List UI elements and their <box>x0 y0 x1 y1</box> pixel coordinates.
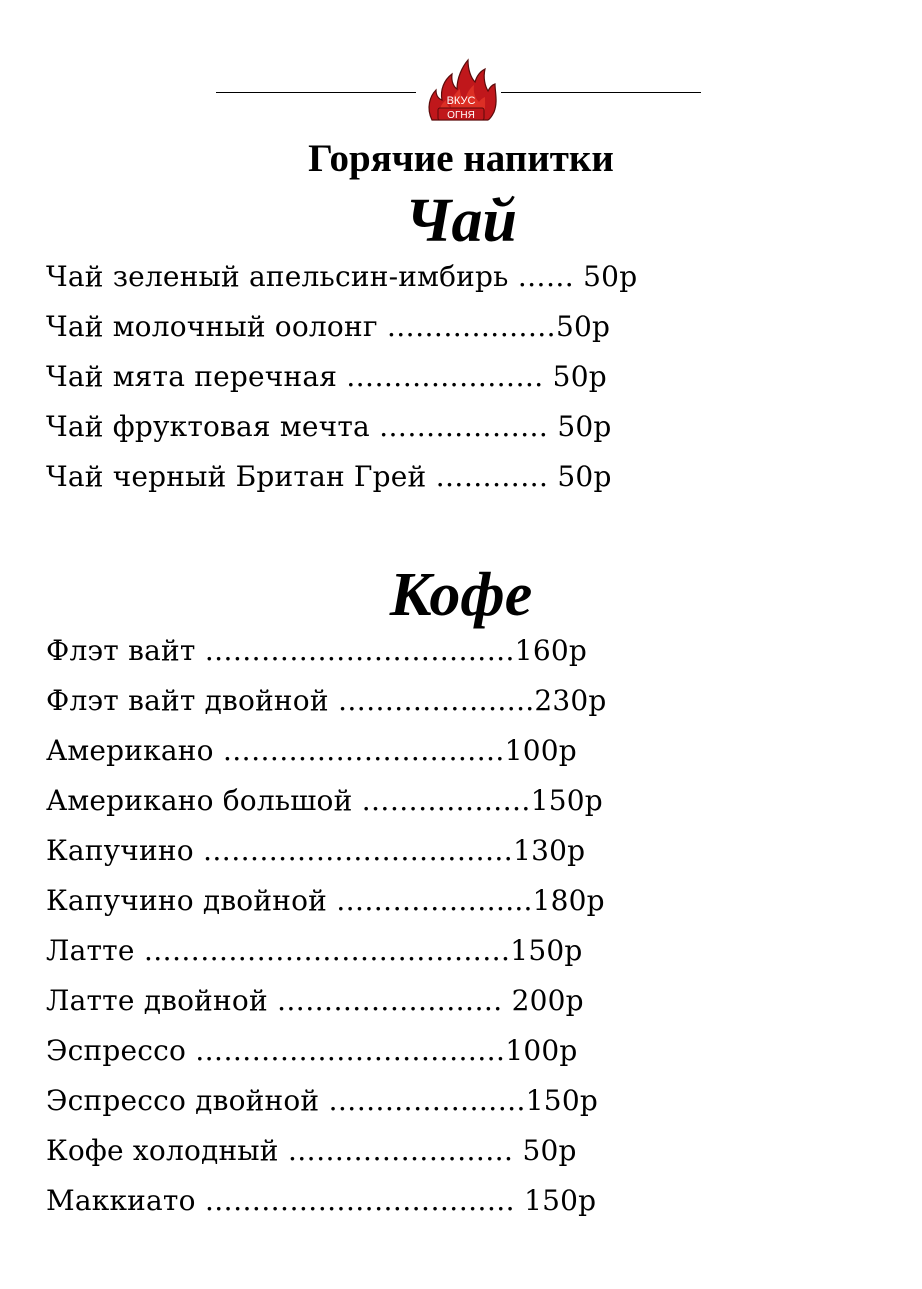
header-divider-left <box>216 92 416 93</box>
menu-item-coffee-2: Флэт вайт двойной …….…………..230р <box>46 684 607 717</box>
header-divider-right <box>501 92 701 93</box>
menu-item-coffee-1: Флэт вайт ……………………………160р <box>46 634 587 667</box>
menu-item-coffee-3: Американо …………………………100р <box>46 734 577 767</box>
menu-item-tea-3: Чай мята перечная ………………… 50р <box>46 360 607 393</box>
menu-item-tea-5: Чай черный Британ Грей ………… 50р <box>46 460 612 493</box>
menu-item-tea-2: Чай молочный оолонг ………………50р <box>46 310 611 343</box>
logo-text-line2: ОГНЯ <box>447 110 475 121</box>
logo-text-line1: ВКУС <box>446 95 476 107</box>
menu-item-coffee-11: Кофе холодный …………………… 50р <box>46 1134 577 1167</box>
menu-item-coffee-9: Эспрессо ……………………………100р <box>46 1034 578 1067</box>
menu-item-coffee-8: Латте двойной …………………… 200р <box>46 984 584 1017</box>
page-title: Горячие напитки <box>308 137 614 180</box>
tea-menu-list <box>46 252 637 502</box>
section-title-coffee: Кофе <box>389 561 533 629</box>
menu-item-tea-4: Чай фруктовая мечта ……………… 50р <box>46 410 612 443</box>
menu-item-coffee-5: Капучино ……………………………130р <box>46 834 586 867</box>
flame-logo-icon <box>424 58 498 126</box>
menu-item-coffee-10: Эспрессо двойной …………………150р <box>46 1084 598 1117</box>
menu-item-coffee-12: Маккиато …………………………… 150р <box>46 1184 597 1217</box>
menu-item-tea-1: Чай зеленый апельсин-имбирь …… 50р <box>46 260 638 293</box>
section-title-tea: Чай <box>405 187 517 255</box>
menu-item-coffee-6: Капучино двойной ………………...180р <box>46 884 605 917</box>
coffee-menu-list <box>46 626 607 1226</box>
menu-item-coffee-4: Американо большой ………………150р <box>46 784 603 817</box>
menu-item-coffee-7: Латте …………………………………150р <box>46 934 583 967</box>
